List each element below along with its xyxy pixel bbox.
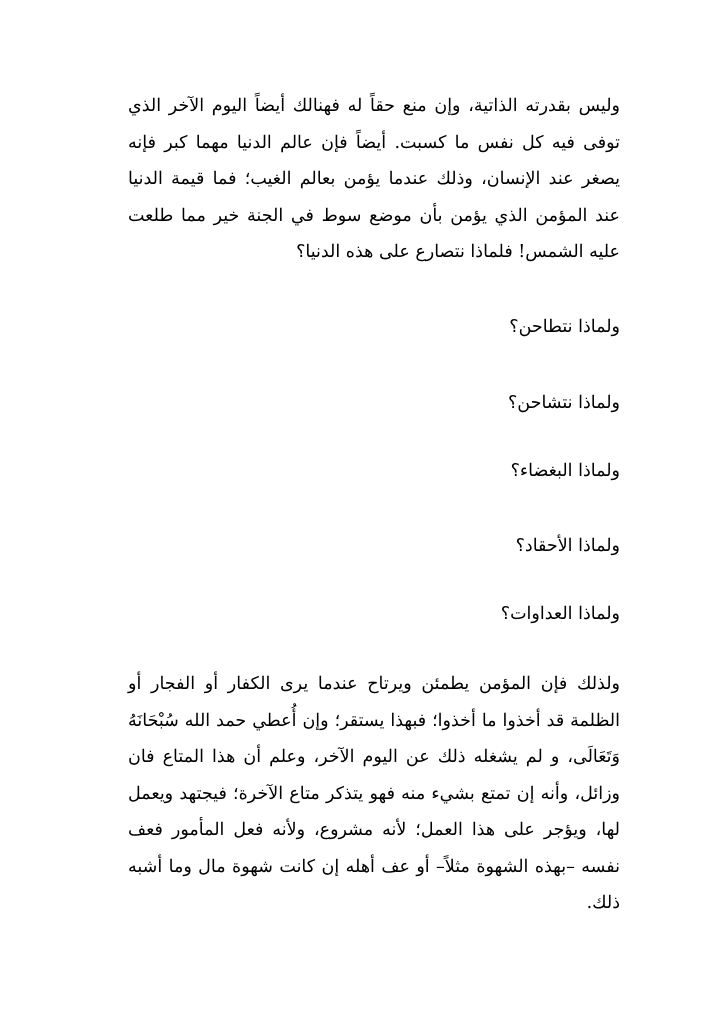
question-line: ولماذا البغضاء؟ [510, 461, 620, 481]
body-paragraph: وليس بقدرته الذاتية، وإن منع حقاً له فهنالك أيضاً اليوم الآخر الذي توفى فيه كل نفس ما كسبت. أيضاً فإن عالم الدنيا مهما كبر فإنه يصغر عند الإنسان، وذلك عندما يؤمن بعالم الغيب؛ فما قيمة الدنيا عند المؤمن الذي يؤمن بأن موضع سوط في الجنة خير مما طلعت عليه الشمس! فلماذا نتصارع على هذه الدنيا؟ [128, 96, 620, 262]
question-line: ولماذا نتطاحن؟ [509, 317, 620, 337]
question-line: ولماذا العداوات؟ [500, 604, 620, 624]
body-paragraph: ولذلك فإن المؤمن يطمئن ويرتاح عندما يرى الكفار أو الفجار أو الظلمة قد أخذوا ما أخذوا؛ فبهذا يستقر؛ وإن أُعطي حمد الله سُبْحَانَهُ وَتَعَالَى، و لم يشغله ذلك عن اليوم الآخر، وعلم أن هذا المتاع فان وزائل، وأنه إن تمتع بشيء منه فهو يتذكر متاع الآخرة؛ فيجتهد ويعمل لها، ويؤجر على هذا العمل؛ لأنه مشروع، ولأنه فعل المأمور فعف نفسه –بهذه الشهوة مثلاً– أو عف أهله إن كانت شهوة مال وما أشبه ذلك. [128, 674, 620, 913]
question-line: ولماذا الأحقاد؟ [515, 536, 620, 556]
question-line: ولماذا نتشاحن؟ [508, 393, 620, 413]
